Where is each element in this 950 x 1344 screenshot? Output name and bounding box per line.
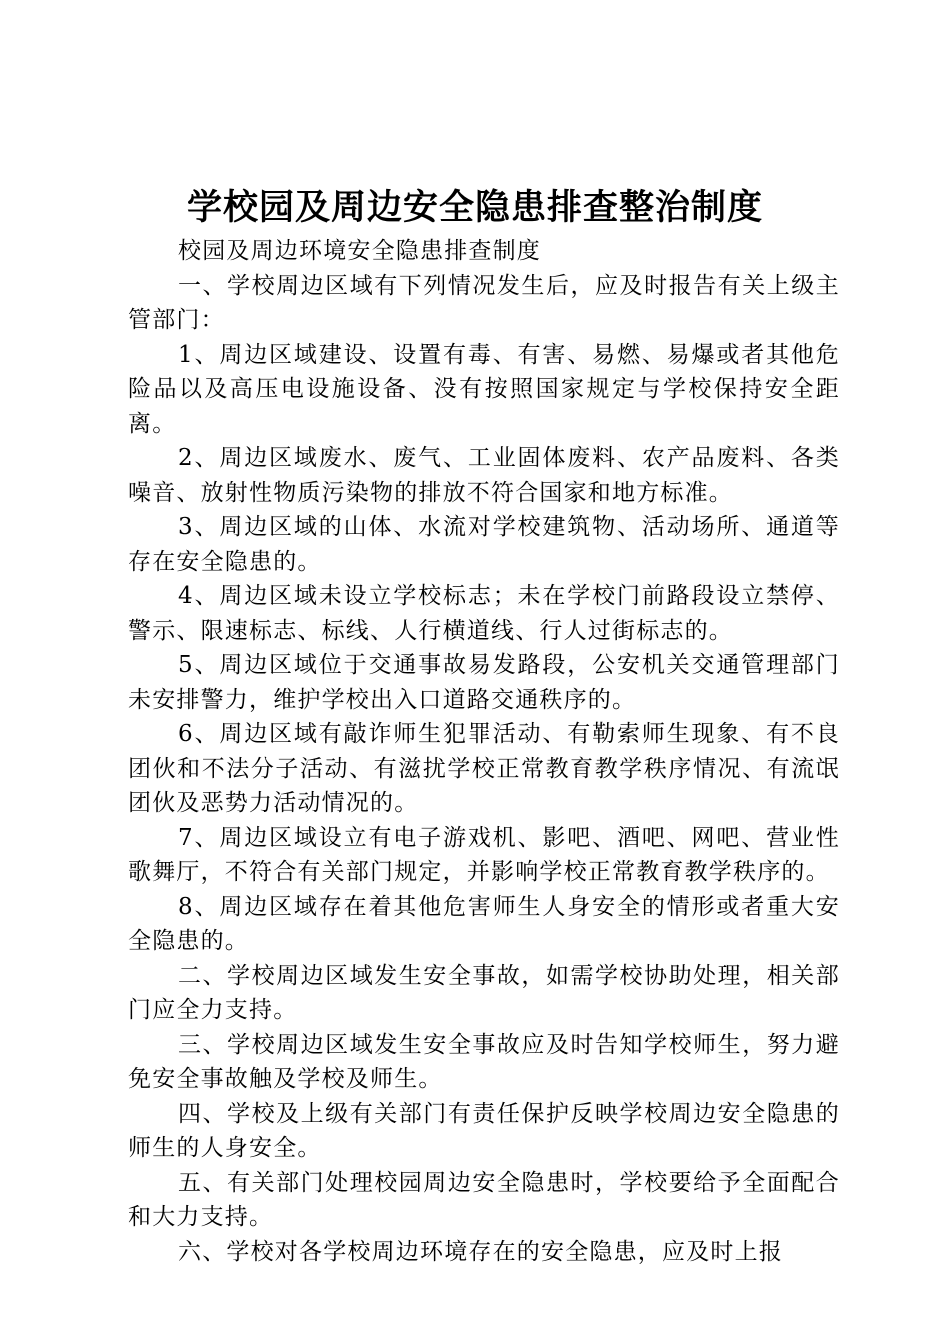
paragraph-item-5: 5、周边区域位于交通事故易发路段，公安机关交通管理部门未安排警力，维护学校出入口道路交通秩序的。 <box>128 652 840 713</box>
paragraph-subtitle: 校园及周边环境安全隐患排查制度 <box>178 238 541 264</box>
paragraph-section-1: 一、学校周边区域有下列情况发生后，应及时报告有关上级主管部门： <box>128 272 840 333</box>
document-body <box>128 234 840 1269</box>
paragraph-section-6: 六、学校对各学校周边环境存在的安全隐患，应及时上报 <box>178 1238 783 1265</box>
paragraph-section-3: 三、学校周边区域发生安全事故应及时告知学校师生，努力避免安全事故触及学校及师生。 <box>128 1031 840 1092</box>
paragraph-item-1: 1、周边区域建设、设置有毒、有害、易燃、易爆或者其他危险品以及高压电设施设备、没有按照国家规定与学校保持安全距离。 <box>128 341 840 437</box>
paragraph-section-2: 二、学校周边区域发生安全事故，如需学校协助处理，相关部门应全力支持。 <box>128 962 840 1023</box>
paragraph-item-2: 2、周边区域废水、废气、工业固体废料、农产品废料、各类噪音、放射性物质污染物的排放不符合国家和地方标准。 <box>128 445 840 506</box>
paragraph-item-6: 6、周边区域有敲诈师生犯罪活动、有勒索师生现象、有不良团伙和不法分子活动、有滋扰学校正常教育教学秩序情况、有流氓团伙及恶势力活动情况的。 <box>128 721 840 816</box>
paragraph-section-5: 五、有关部门处理校园周边安全隐患时，学校要给予全面配合和大力支持。 <box>128 1169 840 1230</box>
paragraph-item-8: 8、周边区域存在着其他危害师生人身安全的情形或者重大安全隐患的。 <box>128 893 840 954</box>
paragraph-section-4: 四、学校及上级有关部门有责任保护反映学校周边安全隐患的师生的人身安全。 <box>128 1100 840 1161</box>
paragraph-item-7: 7、周边区域设立有电子游戏机、影吧、酒吧、网吧、营业性歌舞厅，不符合有关部门规定，并影响学校正常教育教学秩序的。 <box>128 824 840 885</box>
paragraph-item-4: 4、周边区域未设立学校标志；未在学校门前路段设立禁停、警示、限速标志、标线、人行横道线、行人过街标志的。 <box>128 583 840 644</box>
document-title: 学校园及周边安全隐患排查整治制度 <box>186 187 763 228</box>
paragraph-item-3: 3、周边区域的山体、水流对学校建筑物、活动场所、通道等存在安全隐患的。 <box>128 514 840 575</box>
